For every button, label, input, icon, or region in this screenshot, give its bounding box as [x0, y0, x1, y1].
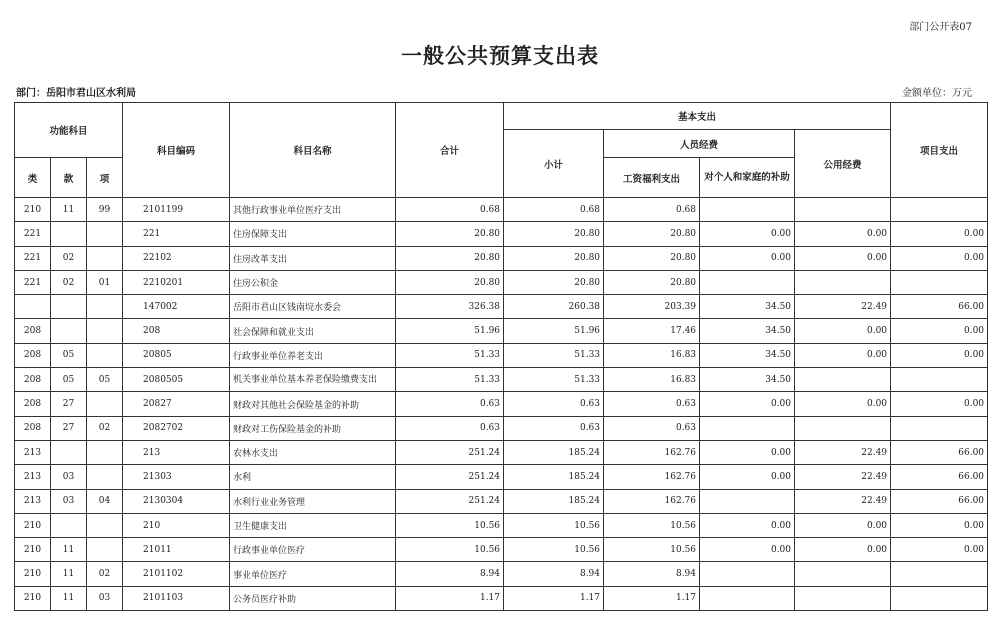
cell-kuan	[51, 513, 87, 537]
cell-total: 0.63	[396, 416, 504, 440]
cell-wages: 0.63	[604, 416, 700, 440]
cell-wages: 162.76	[604, 465, 700, 489]
cell-subtotal: 185.24	[504, 489, 604, 513]
cell-kuan: 11	[51, 562, 87, 586]
cell-personal: 0.00	[700, 465, 795, 489]
cell-xiang	[87, 246, 123, 270]
cell-xiang	[87, 343, 123, 367]
header-project: 项目支出	[891, 103, 988, 198]
cell-xiang: 01	[87, 270, 123, 294]
cell-xiang	[87, 392, 123, 416]
cell-name: 财政对其他社会保险基金的补助	[230, 392, 396, 416]
cell-wages: 10.56	[604, 513, 700, 537]
header-personal: 对个人和家庭的补助	[700, 158, 795, 198]
cell-personal: 34.50	[700, 368, 795, 392]
cell-xiang: 04	[87, 489, 123, 513]
cell-name: 其他行政事业单位医疗支出	[230, 198, 396, 222]
cell-public: 22.49	[795, 440, 891, 464]
cell-kuan	[51, 295, 87, 319]
cell-code: 21011	[123, 538, 230, 562]
cell-lei: 221	[15, 246, 51, 270]
cell-code: 2101102	[123, 562, 230, 586]
header-total: 合计	[396, 103, 504, 198]
cell-xiang	[87, 295, 123, 319]
cell-name: 卫生健康支出	[230, 513, 396, 537]
cell-project	[891, 368, 988, 392]
budget-expenditure-table	[14, 102, 988, 611]
cell-subtotal: 0.63	[504, 416, 604, 440]
cell-total: 1.17	[396, 586, 504, 610]
cell-name: 住房保障支出	[230, 222, 396, 246]
cell-total: 51.96	[396, 319, 504, 343]
cell-total: 251.24	[396, 465, 504, 489]
cell-code: 2210201	[123, 270, 230, 294]
cell-name: 财政对工伤保险基金的补助	[230, 416, 396, 440]
cell-code: 210	[123, 513, 230, 537]
cell-lei: 221	[15, 222, 51, 246]
cell-kuan: 05	[51, 343, 87, 367]
cell-code: 213	[123, 440, 230, 464]
cell-public	[795, 562, 891, 586]
cell-subtotal: 51.96	[504, 319, 604, 343]
cell-wages: 162.76	[604, 489, 700, 513]
cell-subtotal: 51.33	[504, 343, 604, 367]
cell-total: 0.68	[396, 198, 504, 222]
cell-xiang	[87, 513, 123, 537]
cell-kuan: 03	[51, 489, 87, 513]
cell-code: 147002	[123, 295, 230, 319]
cell-public: 0.00	[795, 246, 891, 270]
cell-xiang	[87, 538, 123, 562]
header-subtotal: 小计	[504, 130, 604, 198]
cell-total: 10.56	[396, 513, 504, 537]
cell-kuan: 11	[51, 538, 87, 562]
cell-name: 事业单位医疗	[230, 562, 396, 586]
cell-lei: 213	[15, 489, 51, 513]
cell-lei: 210	[15, 198, 51, 222]
cell-public: 0.00	[795, 319, 891, 343]
cell-public	[795, 368, 891, 392]
cell-project: 66.00	[891, 489, 988, 513]
cell-personal: 34.50	[700, 343, 795, 367]
header-xiang: 项	[87, 158, 123, 198]
cell-subtotal: 1.17	[504, 586, 604, 610]
cell-wages: 20.80	[604, 222, 700, 246]
cell-xiang: 03	[87, 586, 123, 610]
cell-lei	[15, 295, 51, 319]
cell-public	[795, 198, 891, 222]
cell-xiang	[87, 440, 123, 464]
header-personnel: 人员经费	[604, 130, 795, 158]
cell-lei: 210	[15, 586, 51, 610]
header-name: 科目名称	[230, 103, 396, 198]
cell-public: 0.00	[795, 513, 891, 537]
cell-wages: 17.46	[604, 319, 700, 343]
cell-subtotal: 10.56	[504, 513, 604, 537]
cell-name: 农林水支出	[230, 440, 396, 464]
cell-lei: 208	[15, 392, 51, 416]
table-row	[15, 513, 988, 537]
cell-total: 20.80	[396, 270, 504, 294]
cell-code: 20805	[123, 343, 230, 367]
cell-name: 机关事业单位基本养老保险缴费支出	[230, 368, 396, 392]
cell-wages: 203.39	[604, 295, 700, 319]
department-label: 部门：岳阳市君山区水利局	[16, 88, 136, 99]
cell-project: 66.00	[891, 465, 988, 489]
cell-lei: 213	[15, 440, 51, 464]
cell-xiang	[87, 222, 123, 246]
cell-personal: 0.00	[700, 538, 795, 562]
cell-project	[891, 586, 988, 610]
cell-public: 0.00	[795, 222, 891, 246]
cell-project: 0.00	[891, 392, 988, 416]
cell-project: 0.00	[891, 319, 988, 343]
cell-personal: 0.00	[700, 222, 795, 246]
cell-wages: 162.76	[604, 440, 700, 464]
cell-project: 0.00	[891, 246, 988, 270]
cell-name: 公务员医疗补助	[230, 586, 396, 610]
cell-code: 2130304	[123, 489, 230, 513]
cell-xiang: 99	[87, 198, 123, 222]
cell-project	[891, 198, 988, 222]
table-row	[15, 246, 988, 270]
table-row	[15, 586, 988, 610]
cell-public: 0.00	[795, 538, 891, 562]
cell-project: 66.00	[891, 440, 988, 464]
cell-xiang: 02	[87, 562, 123, 586]
table-row	[15, 368, 988, 392]
cell-code: 21303	[123, 465, 230, 489]
cell-total: 20.80	[396, 246, 504, 270]
cell-wages: 0.68	[604, 198, 700, 222]
cell-personal: 34.50	[700, 295, 795, 319]
cell-total: 10.56	[396, 538, 504, 562]
cell-lei: 208	[15, 368, 51, 392]
form-number: 部门公开表07	[909, 22, 972, 33]
cell-subtotal: 0.63	[504, 392, 604, 416]
cell-personal	[700, 416, 795, 440]
cell-personal: 0.00	[700, 392, 795, 416]
cell-kuan: 27	[51, 392, 87, 416]
cell-wages: 20.80	[604, 246, 700, 270]
cell-wages: 20.80	[604, 270, 700, 294]
cell-project	[891, 270, 988, 294]
cell-name: 水利	[230, 465, 396, 489]
cell-code: 208	[123, 319, 230, 343]
cell-name: 水利行业业务管理	[230, 489, 396, 513]
cell-kuan: 02	[51, 246, 87, 270]
cell-personal	[700, 586, 795, 610]
cell-subtotal: 260.38	[504, 295, 604, 319]
header-code: 科目编码	[123, 103, 230, 198]
table-row	[15, 538, 988, 562]
cell-subtotal: 51.33	[504, 368, 604, 392]
table-row	[15, 465, 988, 489]
cell-personal: 0.00	[700, 440, 795, 464]
cell-personal: 0.00	[700, 513, 795, 537]
cell-total: 51.33	[396, 343, 504, 367]
cell-lei: 208	[15, 416, 51, 440]
cell-code: 2101199	[123, 198, 230, 222]
cell-kuan: 27	[51, 416, 87, 440]
cell-subtotal: 20.80	[504, 222, 604, 246]
cell-subtotal: 8.94	[504, 562, 604, 586]
cell-public: 22.49	[795, 465, 891, 489]
cell-code: 2080505	[123, 368, 230, 392]
header-kuan: 款	[51, 158, 87, 198]
cell-project: 66.00	[891, 295, 988, 319]
cell-kuan: 05	[51, 368, 87, 392]
cell-personal	[700, 198, 795, 222]
cell-personal	[700, 562, 795, 586]
cell-public	[795, 270, 891, 294]
cell-name: 社会保障和就业支出	[230, 319, 396, 343]
cell-kuan: 11	[51, 586, 87, 610]
page-title: 一般公共预算支出表	[401, 43, 599, 68]
cell-lei: 210	[15, 513, 51, 537]
cell-project	[891, 562, 988, 586]
cell-name: 行政事业单位医疗	[230, 538, 396, 562]
cell-wages: 10.56	[604, 538, 700, 562]
cell-project	[891, 416, 988, 440]
cell-subtotal: 0.68	[504, 198, 604, 222]
cell-public: 22.49	[795, 489, 891, 513]
cell-subtotal: 185.24	[504, 440, 604, 464]
cell-lei: 221	[15, 270, 51, 294]
cell-lei: 208	[15, 343, 51, 367]
cell-total: 0.63	[396, 392, 504, 416]
cell-kuan	[51, 319, 87, 343]
cell-public	[795, 586, 891, 610]
cell-code: 221	[123, 222, 230, 246]
table-row	[15, 562, 988, 586]
cell-total: 251.24	[396, 440, 504, 464]
cell-project: 0.00	[891, 538, 988, 562]
cell-name: 住房公积金	[230, 270, 396, 294]
cell-kuan	[51, 222, 87, 246]
cell-code: 22102	[123, 246, 230, 270]
cell-subtotal: 20.80	[504, 270, 604, 294]
cell-wages: 0.63	[604, 392, 700, 416]
table-row	[15, 270, 988, 294]
cell-personal	[700, 489, 795, 513]
cell-personal	[700, 270, 795, 294]
cell-xiang	[87, 319, 123, 343]
table-row	[15, 416, 988, 440]
cell-public: 22.49	[795, 295, 891, 319]
cell-public	[795, 416, 891, 440]
table-row	[15, 343, 988, 367]
cell-personal: 34.50	[700, 319, 795, 343]
cell-total: 251.24	[396, 489, 504, 513]
cell-lei: 213	[15, 465, 51, 489]
cell-xiang	[87, 465, 123, 489]
cell-code: 2101103	[123, 586, 230, 610]
header-basic: 基本支出	[504, 103, 891, 130]
table-row	[15, 489, 988, 513]
table-row	[15, 392, 988, 416]
cell-lei: 210	[15, 562, 51, 586]
cell-name: 住房改革支出	[230, 246, 396, 270]
cell-public: 0.00	[795, 392, 891, 416]
cell-xiang: 02	[87, 416, 123, 440]
cell-wages: 8.94	[604, 562, 700, 586]
cell-kuan	[51, 440, 87, 464]
cell-name: 行政事业单位养老支出	[230, 343, 396, 367]
header-wages: 工资福利支出	[604, 158, 700, 198]
cell-public: 0.00	[795, 343, 891, 367]
header-lei: 类	[15, 158, 51, 198]
cell-wages: 16.83	[604, 343, 700, 367]
cell-kuan: 03	[51, 465, 87, 489]
cell-project: 0.00	[891, 222, 988, 246]
table-row	[15, 295, 988, 319]
cell-wages: 1.17	[604, 586, 700, 610]
table-row	[15, 319, 988, 343]
cell-kuan: 11	[51, 198, 87, 222]
amount-unit-label: 金额单位：万元	[902, 88, 972, 99]
cell-lei: 208	[15, 319, 51, 343]
cell-total: 8.94	[396, 562, 504, 586]
cell-total: 20.80	[396, 222, 504, 246]
cell-code: 2082702	[123, 416, 230, 440]
cell-code: 20827	[123, 392, 230, 416]
cell-project: 0.00	[891, 343, 988, 367]
cell-subtotal: 10.56	[504, 538, 604, 562]
table-row	[15, 440, 988, 464]
cell-wages: 16.83	[604, 368, 700, 392]
cell-kuan: 02	[51, 270, 87, 294]
cell-personal: 0.00	[700, 246, 795, 270]
header-public: 公用经费	[795, 130, 891, 198]
cell-name: 岳阳市君山区钱南垸水委会	[230, 295, 396, 319]
cell-total: 326.38	[396, 295, 504, 319]
cell-total: 51.33	[396, 368, 504, 392]
cell-lei: 210	[15, 538, 51, 562]
cell-subtotal: 185.24	[504, 465, 604, 489]
cell-project: 0.00	[891, 513, 988, 537]
table-row	[15, 222, 988, 246]
header-func: 功能科目	[15, 103, 123, 158]
cell-xiang: 05	[87, 368, 123, 392]
table-row	[15, 198, 988, 222]
cell-subtotal: 20.80	[504, 246, 604, 270]
